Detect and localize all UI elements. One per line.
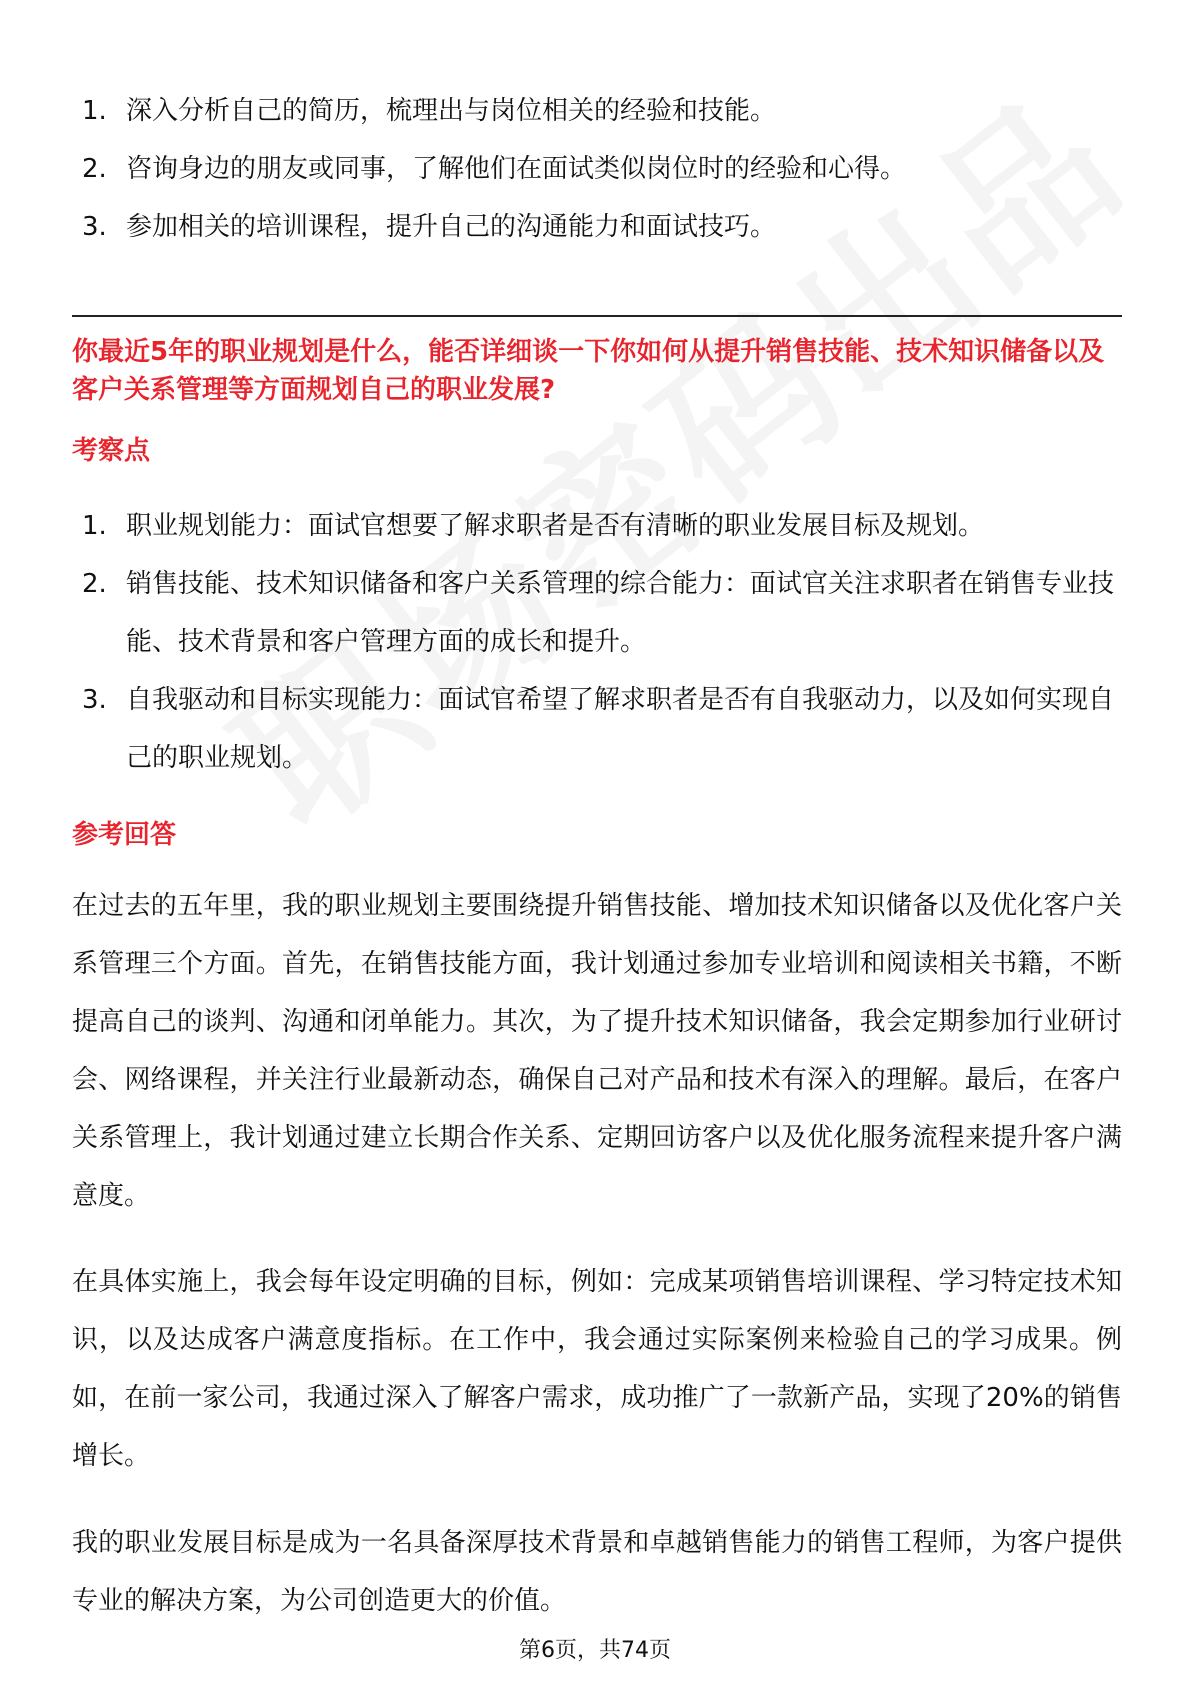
kaocha-list: [82, 497, 1122, 787]
list-item: [82, 555, 1122, 671]
answer-paragraph-2: 在具体实施上，我会每年设定明确的目标，例如：完成某项销售培训课程、学习特定技术知识，以及达成客户满意度指标。在工作中，我会通过实际案例来检验自己的学习成果。例如，在前一家公司，我通过深入了解客户需求，成功推广了一款新产品，实现了20%的销售增长。: [72, 1267, 1122, 1471]
answer-paragraph-3: 我的职业发展目标是成为一名具备深厚技术背景和卓越销售能力的销售工程师，为客户提供专业的解决方案，为公司创造更大的价值。: [72, 1528, 1122, 1616]
list-text: 深入分析自己的简历，梳理出与岗位相关的经验和技能。: [126, 96, 777, 126]
answer-title: 参考回答: [72, 820, 177, 850]
question-heading: 你最近5年的职业规划是什么，能否详细谈一下你如何从提升销售技能、技术知识储备以及客户关系管理等方面规划自己的职业发展?: [72, 337, 1105, 405]
list-text: 销售技能、技术知识储备和客户关系管理的综合能力：面试官关注求职者在销售专业技能、技术背景和客户管理方面的成长和提升。: [126, 569, 1115, 657]
list-text: 参加相关的培训课程，提升自己的沟通能力和面试技巧。: [126, 212, 777, 242]
list-item: [82, 198, 1122, 256]
list-text: 职业规划能力：面试官想要了解求职者是否有清晰的职业发展目标及规划。: [126, 511, 985, 541]
list-item: [82, 497, 1122, 555]
intro-list: [82, 82, 1122, 256]
list-item: [82, 140, 1122, 198]
page-number-footer: 第6页，共74页: [519, 1638, 671, 1663]
list-number: 3.: [82, 685, 107, 715]
section-divider: [72, 315, 1122, 317]
list-number: 1.: [82, 511, 107, 541]
answer-paragraph-1: 在过去的五年里，我的职业规划主要围绕提升销售技能、增加技术知识储备以及优化客户关系管理三个方面。首先，在销售技能方面，我计划通过参加专业培训和阅读相关书籍，不断提高自己的谈判、沟通和闭单能力。其次，为了提升技术知识储备，我会定期参加行业研讨会、网络课程，并关注行业最新动态，确保自己对产品和技术有深入的理解。最后，在客户关系管理上，我计划通过建立长期合作关系、定期回访客户以及优化服务流程来提升客户满意度。: [72, 891, 1122, 1211]
list-number: 2.: [82, 569, 107, 599]
list-text: 咨询身边的朋友或同事，了解他们在面试类似岗位时的经验和心得。: [126, 154, 907, 184]
list-item: [82, 671, 1122, 787]
list-number: 1.: [82, 96, 107, 126]
list-number: 2.: [82, 154, 107, 184]
list-text: 自我驱动和目标实现能力：面试官希望了解求职者是否有自我驱动力，以及如何实现自己的职业规划。: [126, 685, 1115, 773]
kaocha-title: 考察点: [72, 436, 151, 466]
list-item: [82, 82, 1122, 140]
list-number: 3.: [82, 212, 107, 242]
